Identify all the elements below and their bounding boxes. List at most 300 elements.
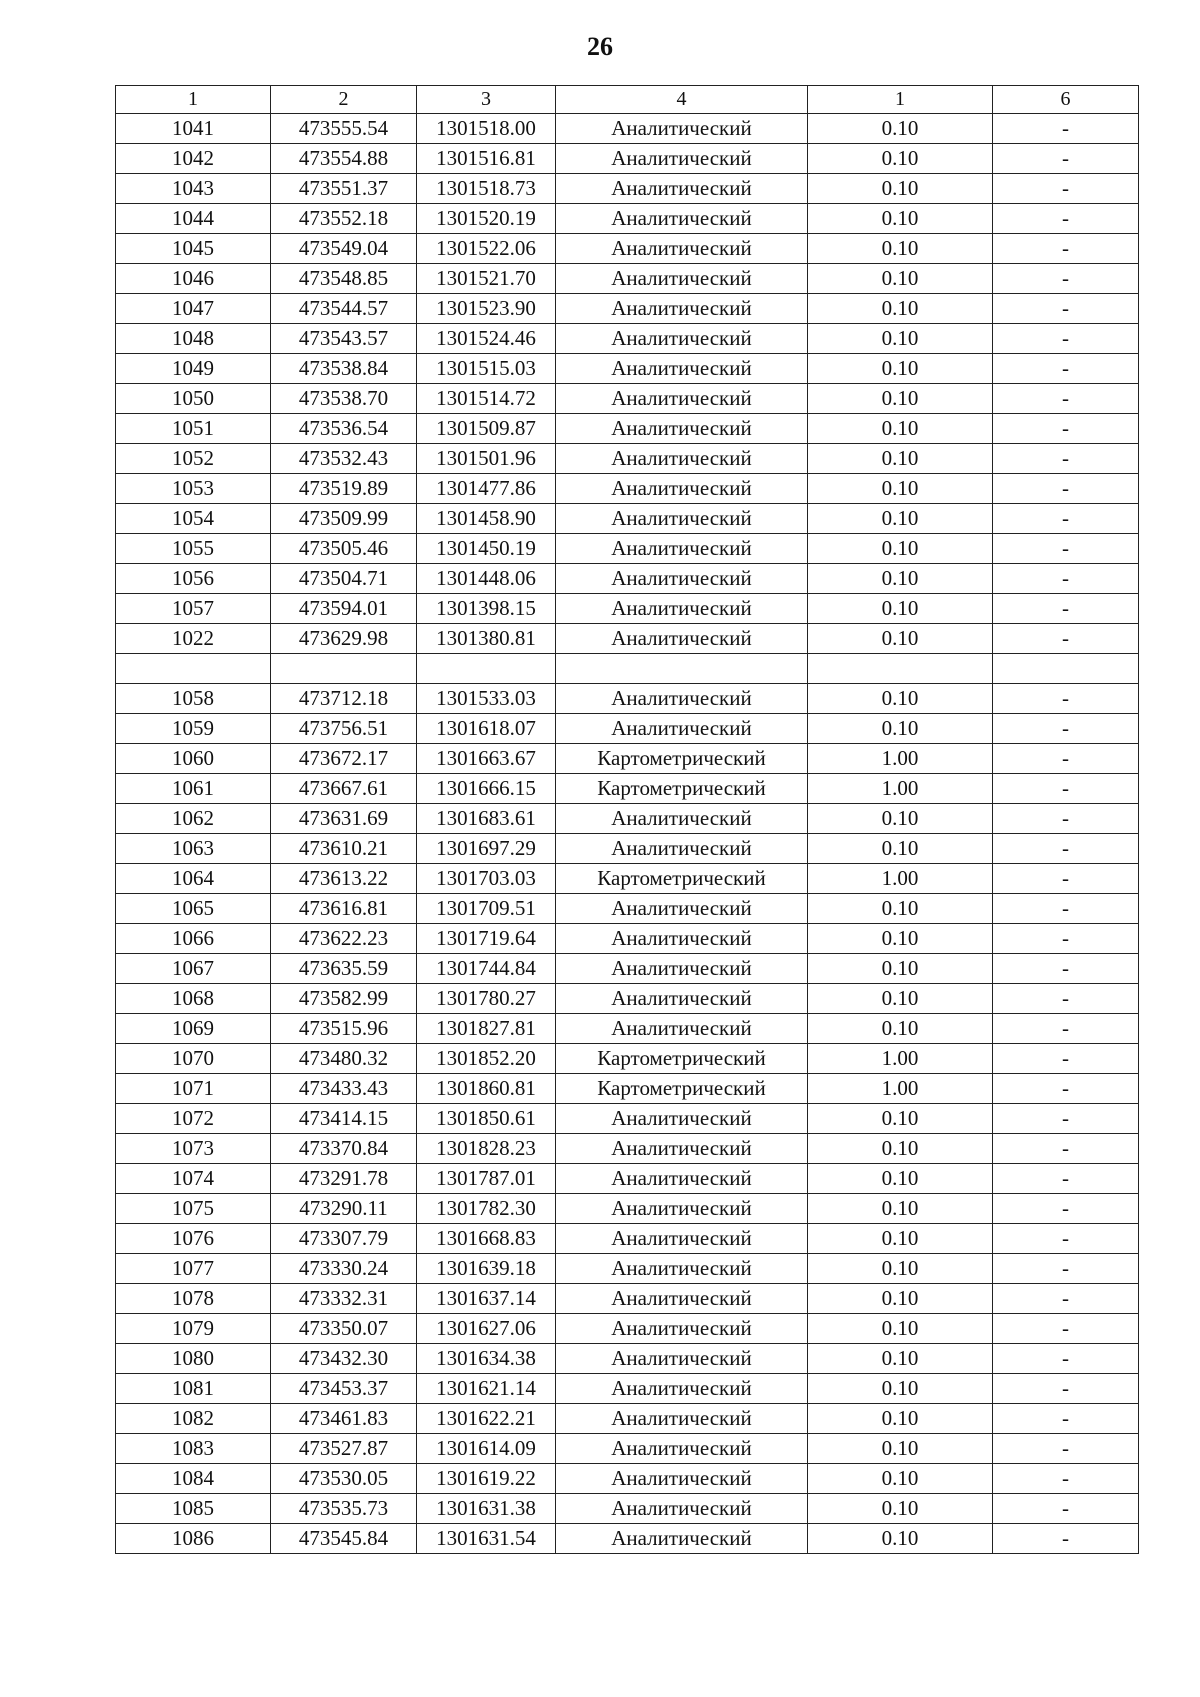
table-row bbox=[116, 144, 1139, 174]
note-cell bbox=[993, 654, 1139, 684]
accuracy-cell: 0.10 bbox=[808, 534, 993, 564]
y-coordinate-cell: 1301719.64 bbox=[417, 924, 556, 954]
column-header: 2 bbox=[271, 86, 417, 114]
method-cell: Аналитический bbox=[556, 144, 808, 174]
y-coordinate-cell: 1301703.03 bbox=[417, 864, 556, 894]
x-coordinate-cell: 473291.78 bbox=[271, 1164, 417, 1194]
accuracy-cell bbox=[808, 654, 993, 684]
y-coordinate-cell: 1301668.83 bbox=[417, 1224, 556, 1254]
y-coordinate-cell: 1301520.19 bbox=[417, 204, 556, 234]
method-cell: Аналитический bbox=[556, 1404, 808, 1434]
accuracy-cell: 0.10 bbox=[808, 594, 993, 624]
note-cell: - bbox=[993, 534, 1139, 564]
point-number-cell: 1068 bbox=[116, 984, 271, 1014]
point-number-cell: 1079 bbox=[116, 1314, 271, 1344]
x-coordinate-cell: 473290.11 bbox=[271, 1194, 417, 1224]
coordinates-table bbox=[115, 85, 1139, 1554]
y-coordinate-cell: 1301787.01 bbox=[417, 1164, 556, 1194]
note-cell: - bbox=[993, 744, 1139, 774]
y-coordinate-cell: 1301515.03 bbox=[417, 354, 556, 384]
y-coordinate-cell: 1301860.81 bbox=[417, 1074, 556, 1104]
note-cell: - bbox=[993, 114, 1139, 144]
point-number-cell: 1062 bbox=[116, 804, 271, 834]
table-row bbox=[116, 324, 1139, 354]
note-cell: - bbox=[993, 864, 1139, 894]
table-row bbox=[116, 1404, 1139, 1434]
point-number-cell: 1044 bbox=[116, 204, 271, 234]
method-cell: Аналитический bbox=[556, 954, 808, 984]
x-coordinate-cell: 473527.87 bbox=[271, 1434, 417, 1464]
method-cell: Аналитический bbox=[556, 504, 808, 534]
method-cell: Аналитический bbox=[556, 294, 808, 324]
table-row bbox=[116, 1164, 1139, 1194]
method-cell: Аналитический bbox=[556, 1224, 808, 1254]
point-number-cell: 1060 bbox=[116, 744, 271, 774]
point-number-cell: 1022 bbox=[116, 624, 271, 654]
y-coordinate-cell: 1301697.29 bbox=[417, 834, 556, 864]
table-row bbox=[116, 714, 1139, 744]
point-number-cell: 1076 bbox=[116, 1224, 271, 1254]
point-number-cell: 1082 bbox=[116, 1404, 271, 1434]
table-header-row bbox=[116, 86, 1139, 114]
note-cell: - bbox=[993, 264, 1139, 294]
accuracy-cell: 0.10 bbox=[808, 474, 993, 504]
note-cell: - bbox=[993, 144, 1139, 174]
table-row bbox=[116, 384, 1139, 414]
x-coordinate-cell: 473307.79 bbox=[271, 1224, 417, 1254]
accuracy-cell: 0.10 bbox=[808, 834, 993, 864]
accuracy-cell: 0.10 bbox=[808, 354, 993, 384]
point-number-cell: 1043 bbox=[116, 174, 271, 204]
point-number-cell: 1085 bbox=[116, 1494, 271, 1524]
table-row bbox=[116, 624, 1139, 654]
note-cell: - bbox=[993, 1404, 1139, 1434]
point-number-cell bbox=[116, 654, 271, 684]
table-row bbox=[116, 1464, 1139, 1494]
table-row bbox=[116, 1284, 1139, 1314]
y-coordinate-cell: 1301533.03 bbox=[417, 684, 556, 714]
method-cell: Картометрический bbox=[556, 1044, 808, 1074]
method-cell: Аналитический bbox=[556, 1254, 808, 1284]
method-cell: Аналитический bbox=[556, 534, 808, 564]
x-coordinate-cell: 473622.23 bbox=[271, 924, 417, 954]
column-header: 4 bbox=[556, 86, 808, 114]
y-coordinate-cell: 1301523.90 bbox=[417, 294, 556, 324]
method-cell: Аналитический bbox=[556, 834, 808, 864]
accuracy-cell: 0.10 bbox=[808, 894, 993, 924]
x-coordinate-cell: 473461.83 bbox=[271, 1404, 417, 1434]
method-cell: Картометрический bbox=[556, 1074, 808, 1104]
note-cell: - bbox=[993, 294, 1139, 324]
accuracy-cell: 0.10 bbox=[808, 1314, 993, 1344]
point-number-cell: 1080 bbox=[116, 1344, 271, 1374]
table-row bbox=[116, 744, 1139, 774]
x-coordinate-cell: 473631.69 bbox=[271, 804, 417, 834]
table-row bbox=[116, 1194, 1139, 1224]
x-coordinate-cell: 473552.18 bbox=[271, 204, 417, 234]
table-row bbox=[116, 294, 1139, 324]
accuracy-cell: 0.10 bbox=[808, 1104, 993, 1134]
method-cell: Аналитический bbox=[556, 594, 808, 624]
note-cell: - bbox=[993, 804, 1139, 834]
accuracy-cell: 0.10 bbox=[808, 1344, 993, 1374]
column-header: 1 bbox=[808, 86, 993, 114]
point-number-cell: 1054 bbox=[116, 504, 271, 534]
note-cell: - bbox=[993, 1284, 1139, 1314]
x-coordinate-cell: 473554.88 bbox=[271, 144, 417, 174]
y-coordinate-cell: 1301524.46 bbox=[417, 324, 556, 354]
accuracy-cell: 0.10 bbox=[808, 1134, 993, 1164]
y-coordinate-cell: 1301458.90 bbox=[417, 504, 556, 534]
table-row bbox=[116, 1494, 1139, 1524]
note-cell: - bbox=[993, 1494, 1139, 1524]
accuracy-cell: 0.10 bbox=[808, 804, 993, 834]
accuracy-cell: 0.10 bbox=[808, 1404, 993, 1434]
method-cell: Картометрический bbox=[556, 744, 808, 774]
y-coordinate-cell: 1301709.51 bbox=[417, 894, 556, 924]
point-number-cell: 1071 bbox=[116, 1074, 271, 1104]
x-coordinate-cell: 473480.32 bbox=[271, 1044, 417, 1074]
method-cell: Аналитический bbox=[556, 804, 808, 834]
x-coordinate-cell: 473432.30 bbox=[271, 1344, 417, 1374]
x-coordinate-cell: 473594.01 bbox=[271, 594, 417, 624]
x-coordinate-cell: 473350.07 bbox=[271, 1314, 417, 1344]
x-coordinate-cell: 473332.31 bbox=[271, 1284, 417, 1314]
note-cell: - bbox=[993, 684, 1139, 714]
method-cell: Аналитический bbox=[556, 384, 808, 414]
method-cell: Аналитический bbox=[556, 474, 808, 504]
x-coordinate-cell: 473629.98 bbox=[271, 624, 417, 654]
x-coordinate-cell: 473672.17 bbox=[271, 744, 417, 774]
point-number-cell: 1065 bbox=[116, 894, 271, 924]
y-coordinate-cell: 1301663.67 bbox=[417, 744, 556, 774]
note-cell: - bbox=[993, 1524, 1139, 1554]
table-row bbox=[116, 414, 1139, 444]
x-coordinate-cell: 473453.37 bbox=[271, 1374, 417, 1404]
accuracy-cell: 0.10 bbox=[808, 234, 993, 264]
method-cell: Аналитический bbox=[556, 1344, 808, 1374]
point-number-cell: 1058 bbox=[116, 684, 271, 714]
x-coordinate-cell: 473551.37 bbox=[271, 174, 417, 204]
table-row bbox=[116, 1134, 1139, 1164]
method-cell: Аналитический bbox=[556, 204, 808, 234]
note-cell: - bbox=[993, 234, 1139, 264]
x-coordinate-cell: 473548.85 bbox=[271, 264, 417, 294]
accuracy-cell: 0.10 bbox=[808, 504, 993, 534]
method-cell: Аналитический bbox=[556, 174, 808, 204]
table-row bbox=[116, 1224, 1139, 1254]
note-cell: - bbox=[993, 1464, 1139, 1494]
note-cell: - bbox=[993, 444, 1139, 474]
x-coordinate-cell: 473756.51 bbox=[271, 714, 417, 744]
y-coordinate-cell: 1301828.23 bbox=[417, 1134, 556, 1164]
table-row bbox=[116, 864, 1139, 894]
y-coordinate-cell: 1301516.81 bbox=[417, 144, 556, 174]
point-number-cell: 1056 bbox=[116, 564, 271, 594]
note-cell: - bbox=[993, 834, 1139, 864]
note-cell: - bbox=[993, 1434, 1139, 1464]
accuracy-cell: 0.10 bbox=[808, 714, 993, 744]
accuracy-cell: 0.10 bbox=[808, 384, 993, 414]
y-coordinate-cell: 1301852.20 bbox=[417, 1044, 556, 1074]
accuracy-cell: 1.00 bbox=[808, 1044, 993, 1074]
point-number-cell: 1083 bbox=[116, 1434, 271, 1464]
y-coordinate-cell: 1301637.14 bbox=[417, 1284, 556, 1314]
note-cell: - bbox=[993, 1344, 1139, 1374]
y-coordinate-cell: 1301501.96 bbox=[417, 444, 556, 474]
x-coordinate-cell: 473538.70 bbox=[271, 384, 417, 414]
point-number-cell: 1072 bbox=[116, 1104, 271, 1134]
note-cell: - bbox=[993, 174, 1139, 204]
accuracy-cell: 0.10 bbox=[808, 1254, 993, 1284]
accuracy-cell: 0.10 bbox=[808, 264, 993, 294]
accuracy-cell: 0.10 bbox=[808, 1164, 993, 1194]
accuracy-cell: 0.10 bbox=[808, 444, 993, 474]
accuracy-cell: 0.10 bbox=[808, 1524, 993, 1554]
point-number-cell: 1057 bbox=[116, 594, 271, 624]
accuracy-cell: 0.10 bbox=[808, 144, 993, 174]
table-row bbox=[116, 804, 1139, 834]
note-cell: - bbox=[993, 204, 1139, 234]
accuracy-cell: 1.00 bbox=[808, 744, 993, 774]
y-coordinate-cell: 1301380.81 bbox=[417, 624, 556, 654]
y-coordinate-cell: 1301639.18 bbox=[417, 1254, 556, 1284]
y-coordinate-cell: 1301780.27 bbox=[417, 984, 556, 1014]
accuracy-cell: 0.10 bbox=[808, 1284, 993, 1314]
note-cell: - bbox=[993, 1134, 1139, 1164]
x-coordinate-cell: 473519.89 bbox=[271, 474, 417, 504]
y-coordinate-cell: 1301634.38 bbox=[417, 1344, 556, 1374]
accuracy-cell: 0.10 bbox=[808, 1014, 993, 1044]
y-coordinate-cell: 1301850.61 bbox=[417, 1104, 556, 1134]
y-coordinate-cell: 1301827.81 bbox=[417, 1014, 556, 1044]
point-number-cell: 1077 bbox=[116, 1254, 271, 1284]
table-row bbox=[116, 654, 1139, 684]
accuracy-cell: 0.10 bbox=[808, 1464, 993, 1494]
accuracy-cell: 0.10 bbox=[808, 1374, 993, 1404]
y-coordinate-cell: 1301744.84 bbox=[417, 954, 556, 984]
accuracy-cell: 0.10 bbox=[808, 954, 993, 984]
y-coordinate-cell: 1301622.21 bbox=[417, 1404, 556, 1434]
y-coordinate-cell: 1301514.72 bbox=[417, 384, 556, 414]
y-coordinate-cell: 1301631.38 bbox=[417, 1494, 556, 1524]
column-header: 1 bbox=[116, 86, 271, 114]
table-row bbox=[116, 534, 1139, 564]
point-number-cell: 1049 bbox=[116, 354, 271, 384]
method-cell: Аналитический bbox=[556, 894, 808, 924]
note-cell: - bbox=[993, 1044, 1139, 1074]
y-coordinate-cell: 1301614.09 bbox=[417, 1434, 556, 1464]
accuracy-cell: 0.10 bbox=[808, 1434, 993, 1464]
y-coordinate-cell: 1301631.54 bbox=[417, 1524, 556, 1554]
method-cell: Аналитический bbox=[556, 714, 808, 744]
point-number-cell: 1063 bbox=[116, 834, 271, 864]
table-row bbox=[116, 1344, 1139, 1374]
method-cell: Аналитический bbox=[556, 984, 808, 1014]
note-cell: - bbox=[993, 1074, 1139, 1104]
x-coordinate-cell: 473414.15 bbox=[271, 1104, 417, 1134]
point-number-cell: 1084 bbox=[116, 1464, 271, 1494]
table-row bbox=[116, 474, 1139, 504]
note-cell: - bbox=[993, 894, 1139, 924]
note-cell: - bbox=[993, 1224, 1139, 1254]
table-row bbox=[116, 924, 1139, 954]
x-coordinate-cell: 473555.54 bbox=[271, 114, 417, 144]
accuracy-cell: 0.10 bbox=[808, 324, 993, 354]
point-number-cell: 1045 bbox=[116, 234, 271, 264]
x-coordinate-cell: 473515.96 bbox=[271, 1014, 417, 1044]
point-number-cell: 1075 bbox=[116, 1194, 271, 1224]
method-cell: Аналитический bbox=[556, 324, 808, 354]
table-row bbox=[116, 1254, 1139, 1284]
x-coordinate-cell: 473535.73 bbox=[271, 1494, 417, 1524]
accuracy-cell: 1.00 bbox=[808, 1074, 993, 1104]
x-coordinate-cell bbox=[271, 654, 417, 684]
method-cell: Аналитический bbox=[556, 1284, 808, 1314]
point-number-cell: 1074 bbox=[116, 1164, 271, 1194]
table-row bbox=[116, 114, 1139, 144]
y-coordinate-cell: 1301518.73 bbox=[417, 174, 556, 204]
table-row bbox=[116, 504, 1139, 534]
table-row bbox=[116, 354, 1139, 384]
y-coordinate-cell: 1301521.70 bbox=[417, 264, 556, 294]
method-cell: Аналитический bbox=[556, 264, 808, 294]
table-row bbox=[116, 984, 1139, 1014]
x-coordinate-cell: 473712.18 bbox=[271, 684, 417, 714]
method-cell: Картометрический bbox=[556, 864, 808, 894]
note-cell: - bbox=[993, 774, 1139, 804]
table-row bbox=[116, 834, 1139, 864]
column-header: 3 bbox=[417, 86, 556, 114]
method-cell: Аналитический bbox=[556, 1434, 808, 1464]
accuracy-cell: 0.10 bbox=[808, 1224, 993, 1254]
point-number-cell: 1078 bbox=[116, 1284, 271, 1314]
x-coordinate-cell: 473433.43 bbox=[271, 1074, 417, 1104]
method-cell: Аналитический bbox=[556, 924, 808, 954]
point-number-cell: 1050 bbox=[116, 384, 271, 414]
y-coordinate-cell: 1301619.22 bbox=[417, 1464, 556, 1494]
method-cell: Аналитический bbox=[556, 1494, 808, 1524]
table-row bbox=[116, 1104, 1139, 1134]
y-coordinate-cell: 1301683.61 bbox=[417, 804, 556, 834]
table-row bbox=[116, 204, 1139, 234]
note-cell: - bbox=[993, 1104, 1139, 1134]
table-row bbox=[116, 684, 1139, 714]
accuracy-cell: 0.10 bbox=[808, 204, 993, 234]
table-row bbox=[116, 774, 1139, 804]
method-cell bbox=[556, 654, 808, 684]
table-row bbox=[116, 444, 1139, 474]
x-coordinate-cell: 473610.21 bbox=[271, 834, 417, 864]
table-row bbox=[116, 1074, 1139, 1104]
note-cell: - bbox=[993, 1374, 1139, 1404]
note-cell: - bbox=[993, 1164, 1139, 1194]
method-cell: Аналитический bbox=[556, 1374, 808, 1404]
x-coordinate-cell: 473582.99 bbox=[271, 984, 417, 1014]
table-row bbox=[116, 954, 1139, 984]
point-number-cell: 1059 bbox=[116, 714, 271, 744]
accuracy-cell: 0.10 bbox=[808, 924, 993, 954]
point-number-cell: 1055 bbox=[116, 534, 271, 564]
note-cell: - bbox=[993, 354, 1139, 384]
x-coordinate-cell: 473538.84 bbox=[271, 354, 417, 384]
x-coordinate-cell: 473667.61 bbox=[271, 774, 417, 804]
method-cell: Аналитический bbox=[556, 1464, 808, 1494]
x-coordinate-cell: 473543.57 bbox=[271, 324, 417, 354]
point-number-cell: 1067 bbox=[116, 954, 271, 984]
accuracy-cell: 1.00 bbox=[808, 774, 993, 804]
point-number-cell: 1046 bbox=[116, 264, 271, 294]
accuracy-cell: 0.10 bbox=[808, 114, 993, 144]
point-number-cell: 1064 bbox=[116, 864, 271, 894]
point-number-cell: 1061 bbox=[116, 774, 271, 804]
table-row bbox=[116, 1524, 1139, 1554]
x-coordinate-cell: 473536.54 bbox=[271, 414, 417, 444]
table-row bbox=[116, 264, 1139, 294]
x-coordinate-cell: 473613.22 bbox=[271, 864, 417, 894]
method-cell: Аналитический bbox=[556, 1194, 808, 1224]
y-coordinate-cell bbox=[417, 654, 556, 684]
table-row bbox=[116, 1434, 1139, 1464]
method-cell: Аналитический bbox=[556, 1014, 808, 1044]
note-cell: - bbox=[993, 474, 1139, 504]
point-number-cell: 1048 bbox=[116, 324, 271, 354]
note-cell: - bbox=[993, 414, 1139, 444]
table-body bbox=[116, 86, 1139, 1554]
accuracy-cell: 0.10 bbox=[808, 414, 993, 444]
point-number-cell: 1066 bbox=[116, 924, 271, 954]
note-cell: - bbox=[993, 594, 1139, 624]
y-coordinate-cell: 1301477.86 bbox=[417, 474, 556, 504]
y-coordinate-cell: 1301450.19 bbox=[417, 534, 556, 564]
accuracy-cell: 0.10 bbox=[808, 684, 993, 714]
point-number-cell: 1052 bbox=[116, 444, 271, 474]
table-row bbox=[116, 1314, 1139, 1344]
point-number-cell: 1051 bbox=[116, 414, 271, 444]
method-cell: Аналитический bbox=[556, 1134, 808, 1164]
accuracy-cell: 0.10 bbox=[808, 564, 993, 594]
note-cell: - bbox=[993, 954, 1139, 984]
x-coordinate-cell: 473505.46 bbox=[271, 534, 417, 564]
point-number-cell: 1070 bbox=[116, 1044, 271, 1074]
note-cell: - bbox=[993, 984, 1139, 1014]
y-coordinate-cell: 1301448.06 bbox=[417, 564, 556, 594]
note-cell: - bbox=[993, 384, 1139, 414]
x-coordinate-cell: 473544.57 bbox=[271, 294, 417, 324]
x-coordinate-cell: 473616.81 bbox=[271, 894, 417, 924]
method-cell: Аналитический bbox=[556, 1104, 808, 1134]
x-coordinate-cell: 473330.24 bbox=[271, 1254, 417, 1284]
point-number-cell: 1053 bbox=[116, 474, 271, 504]
method-cell: Картометрический bbox=[556, 774, 808, 804]
point-number-cell: 1042 bbox=[116, 144, 271, 174]
method-cell: Аналитический bbox=[556, 1524, 808, 1554]
y-coordinate-cell: 1301627.06 bbox=[417, 1314, 556, 1344]
y-coordinate-cell: 1301666.15 bbox=[417, 774, 556, 804]
note-cell: - bbox=[993, 714, 1139, 744]
accuracy-cell: 0.10 bbox=[808, 984, 993, 1014]
method-cell: Аналитический bbox=[556, 114, 808, 144]
method-cell: Аналитический bbox=[556, 414, 808, 444]
y-coordinate-cell: 1301621.14 bbox=[417, 1374, 556, 1404]
table-row bbox=[116, 564, 1139, 594]
table-row bbox=[116, 894, 1139, 924]
table-row bbox=[116, 1374, 1139, 1404]
note-cell: - bbox=[993, 1194, 1139, 1224]
point-number-cell: 1069 bbox=[116, 1014, 271, 1044]
accuracy-cell: 0.10 bbox=[808, 1194, 993, 1224]
column-header: 6 bbox=[993, 86, 1139, 114]
